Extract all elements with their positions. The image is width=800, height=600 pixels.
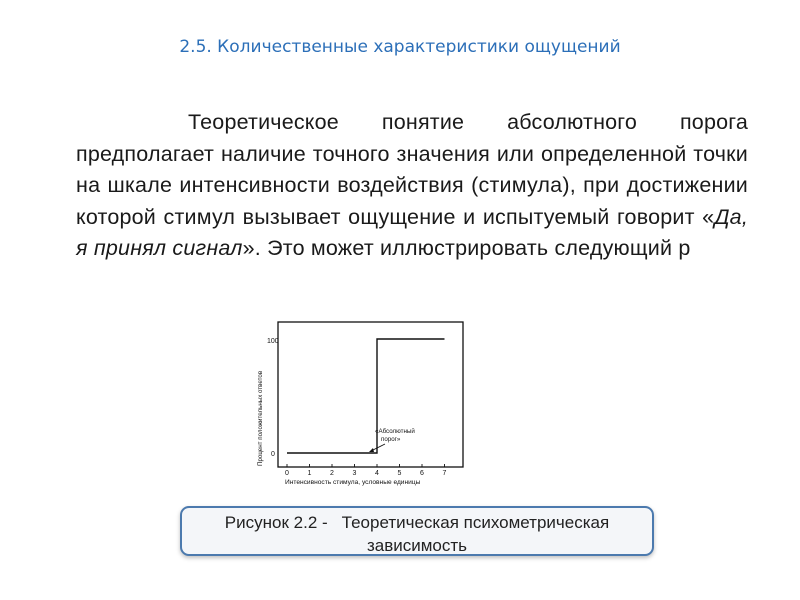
annotation-line-1: «Абсолютный (375, 428, 415, 435)
x-tick-4: 4 (375, 470, 379, 477)
threshold-step-line (287, 339, 445, 453)
threshold-chart (247, 318, 487, 498)
threshold-figure (247, 318, 487, 498)
y-tick-100: 100 (267, 338, 279, 345)
x-ticks (285, 464, 447, 477)
x-tick-2: 2 (330, 470, 334, 477)
y-tick-0: 0 (271, 451, 275, 458)
quote-text: Да, я принял сигнал (76, 204, 748, 260)
caption-text: Теоретическая психометрическая зависимость (341, 513, 610, 555)
x-tick-6: 6 (420, 470, 424, 477)
x-axis-label: Интенсивность стимула, условные единицы (285, 479, 421, 486)
x-tick-5: 5 (397, 470, 402, 477)
x-tick-3: 3 (352, 470, 357, 477)
x-tick-1: 1 (307, 470, 312, 477)
arrow-head (369, 448, 374, 452)
body-paragraph (76, 107, 748, 265)
body-text-after: ». Это может иллюстрировать (242, 236, 549, 260)
plot-frame (278, 322, 463, 467)
caption-label: Рисунок 2.2 - (224, 513, 328, 532)
figure-caption (180, 506, 654, 556)
slide-title: 2.5. Количественные характеристики ощущений (179, 37, 621, 57)
y-axis-label: Процент положительных ответов (257, 370, 264, 466)
x-tick-0: 0 (285, 470, 289, 477)
body-text-before: Теоретическое понятие абсолютного порога предполагает наличие точного значения или определенной точки на шкале интенсивности воздействия (стимула), при достижении которой стимул вызывает ощущение и испытуемый говорит « (76, 110, 748, 229)
body-text-tail: следующий р (554, 236, 691, 260)
annotation-line-2: порог» (381, 436, 401, 443)
x-tick-7: 7 (442, 470, 447, 477)
